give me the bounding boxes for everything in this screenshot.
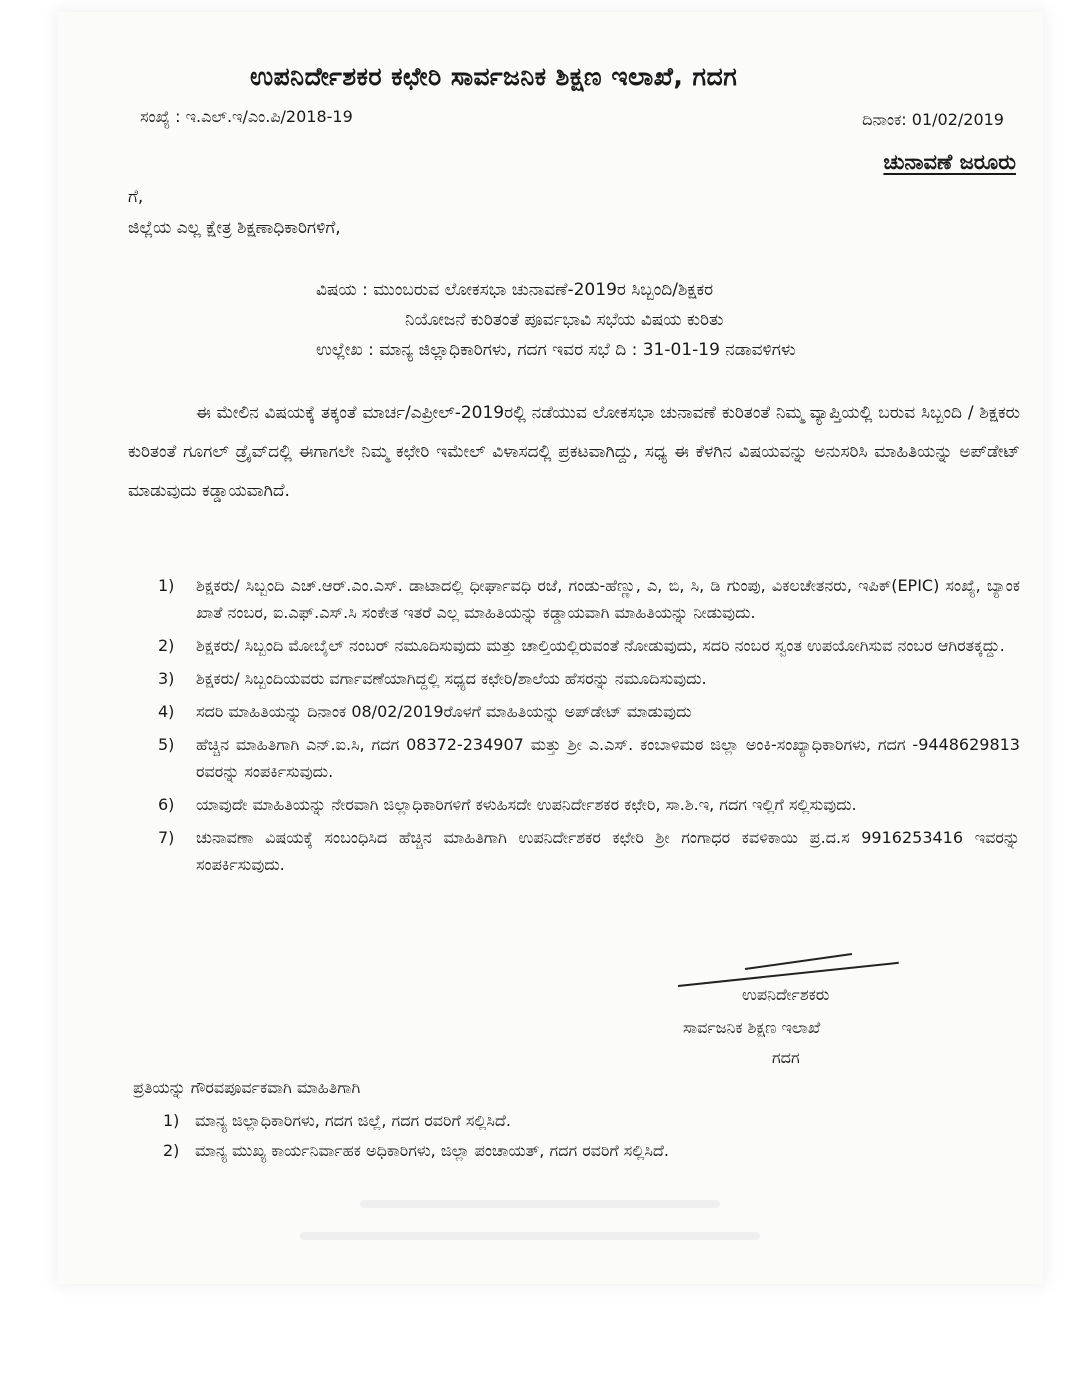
subject-line-1: ವಿಷಯ : ಮುಂಬರುವ ಲೋಕಸಭಾ ಚುನಾವಣೆ-2019ರ ಸಿಬ್ಬಂದಿ/ಶಿಕ್ಷಕರ [316,280,714,300]
list-item [158,824,1020,878]
item-text: ಚುನಾವಣಾ ವಿಷಯಕ್ಕೆ ಸಂಬಂಧಿಸಿದ ಹೆಚ್ಚಿನ ಮಾಹಿತಿಗಾಗಿ ಉಪನಿರ್ದೇಶಕರ ಕಛೇರಿ ಶ್ರೀ ಗಂಗಾಧರ ಕವಳಿಕಾಯಿ ಪ್ರ.ದ.ಸ 9916253416 ಇವರನ್ನು ಸಂಪರ್ಕಿಸುವುದು. [196,828,1020,874]
item-text: ಮಾನ್ಯ ಮುಖ್ಯ ಕಾರ್ಯನಿರ್ವಾಹಕ ಅಧಿಕಾರಿಗಳು, ಜಿಲ್ಲಾ ಪಂಚಾಯತ್, ಗದಗ ರವರಿಗೆ ಸಲ್ಲಿಸಿದೆ. [195,1141,669,1160]
item-text: ಶಿಕ್ಷಕರು/ ಸಿಬ್ಬಂದಿ ಮೋಬೈಲ್ ನಂಬರ್ ನಮೂದಿಸುವುದು ಮತ್ತು ಚಾಲ್ತಿಯಲ್ಲಿರುವಂತೆ ನೋಡುವುದು, ಸದರಿ ನಂಬರ ಸ್ವಂತ ಉಪಯೋಗಿಸುವ ನಂಬರ ಆಗಿರತಕ್ಕದ್ದು. [196,636,1005,655]
list-item [158,572,1020,626]
signatory-place: ಗದಗ [772,1048,800,1067]
faded-show-through [360,1200,720,1208]
letter-date: ದಿನಾಂಕ: 01/02/2019 [862,110,1004,129]
copy-to-list [163,1106,669,1166]
list-item [158,632,1020,659]
item-text: ಯಾವುದೇ ಮಾಹಿತಿಯನ್ನು ನೇರವಾಗಿ ಜಿಲ್ಲಾಧಿಕಾರಿಗಳಿಗೆ ಕಳುಹಿಸದೇ ಉಪನಿರ್ದೇಶಕರ ಕಛೇರಿ, ಸಾ.ಶಿ.ಇ, ಗದಗ ಇಲ್ಲಿಗೆ ಸಲ್ಲಿಸುವುದು. [196,795,857,814]
item-number: 2) [163,1141,180,1160]
item-text: ಶಿಕ್ಷಕರು/ ಸಿಬ್ಬಂದಿಯವರು ವರ್ಗಾವಣೆಯಾಗಿದ್ದಲ್ಲಿ ಸಧ್ಯದ ಕಛೇರಿ/ಶಾಲೆಯ ಹೆಸರನ್ನು ನಮೂದಿಸುವುದು. [196,669,707,688]
list-item [158,731,1020,785]
list-item [158,791,1020,818]
reference-number: ಸಂಖ್ಯೆ : ಇ.ಎಲ್.ಇ/ಎಂ.ಪಿ/2018-19 [140,107,353,126]
urgent-label: ಚುನಾವಣೆ ಜರೂರು [883,150,1016,174]
item-text: ಶಿಕ್ಷಕರು/ ಸಿಬ್ಬಂದಿ ಎಚ್.ಆರ್.ಎಂ.ಎಸ್. ಡಾಟಾದಲ್ಲಿ ಧೀರ್ಘಾವಧಿ ರಜೆ, ಗಂಡು-ಹೆಣ್ಣು, ಎ, ಬಿ, ಸಿ, ಡಿ ಗುಂಪು, ವಿಕಲಚೇತನರು, ಇಪಿಕ್(EPIC) ಸಂಖ್ಯೆ, ಬ್ಯಾಂಕ ಖಾತೆ ನಂಬರ, ಐ.ಎಫ್.ಎಸ್.ಸಿ ಸಂಕೇತ ಇತರೆ ಎಲ್ಲ ಮಾಹಿತಿಯನ್ನು ಕಡ್ಡಾಯವಾಗಿ ಮಾಹಿತಿಯನ್ನು ನೀಡುವುದು. [196,576,1020,622]
instruction-list [158,572,1020,884]
list-item [158,665,1020,692]
item-text: ಹೆಚ್ಚಿನ ಮಾಹಿತಿಗಾಗಿ ಎನ್.ಐ.ಸಿ, ಗದಗ 08372-234907 ಮತ್ತು ಶ್ರೀ ಎ.ಎಸ್. ಕಂಬಾಳಿಮಠ ಜಿಲ್ಲಾ ಅಂಕಿ-ಸಂಖ್ಯಾಧಿಕಾರಿಗಳು, ಗದಗ -9448629813 ರವರನ್ನು ಸಂಪರ್ಕಿಸುವುದು. [196,735,1020,781]
item-number: 1) [163,1111,180,1130]
list-item [158,698,1020,725]
list-item [163,1106,669,1136]
addressee-recipient: ಜಿಲ್ಲೆಯ ಎಲ್ಲ ಕ್ಷೇತ್ರ ಶಿಕ್ಷಣಾಧಿಕಾರಿಗಳಿಗೆ, [128,218,341,238]
signatory-designation: ಉಪನಿರ್ದೇಶಕರು [742,985,830,1004]
body-paragraph: ಈ ಮೇಲಿನ ವಿಷಯಕ್ಕೆ ತಕ್ಕಂತೆ ಮಾರ್ಚ/ಎಪ್ರೀಲ್-2019ರಲ್ಲಿ ನಡೆಯುವ ಲೋಕಸಭಾ ಚುನಾವಣೆ ಕುರಿತಂತೆ ನಿಮ್ಮ ವ್ಯಾಪ್ತಿಯಲ್ಲಿ ಬರುವ ಸಿಬ್ಬಂದಿ / ಶಿಕ್ಷಕರು ಕುರಿತಂತೆ ಗೂಗಲ್ ಡ್ರೈವ್‌ದಲ್ಲಿ ಈಗಾಗಲೇ ನಿಮ್ಮ ಕಛೇರಿ ಇಮೇಲ್ ವಿಳಾಸದಲ್ಲಿ ಪ್ರಕಟವಾಗಿದ್ದು, ಸಧ್ಯ ಈ ಕೆಳಗಿನ ವಿಷಯವನ್ನು ಅನುಸರಿಸಿ ಮಾಹಿತಿಯನ್ನು ಅಪ್‌ಡೇಟ್ ಮಾಡುವುದು ಕಡ್ಡಾಯವಾಗಿದೆ. [128,403,1020,501]
office-title: ಉಪನಿರ್ದೇಶಕರ ಕಛೇರಿ ಸಾರ್ವಜನಿಕ ಶಿಕ್ಷಣ ಇಲಾಖೆ, ಗದಗ [250,62,738,91]
list-item [163,1136,669,1166]
item-number: 5) [158,735,175,754]
subject-line-2: ನಿಯೋಜನೆ ಕುರಿತಂತೆ ಪೂರ್ವಭಾವಿ ಸಭೆಯ ವಿಷಯ ಕುರಿತು [405,310,724,330]
item-number: 2) [158,636,175,655]
signatory-department: ಸಾರ್ವಜನಿಕ ಶಿಕ್ಷಣ ಇಲಾಖೆ [683,1018,821,1037]
copy-to-heading: ಪ್ರತಿಯನ್ನು ಗೌರವಪೂರ್ವಕವಾಗಿ ಮಾಹಿತಿಗಾಗಿ [133,1078,361,1097]
item-number: 3) [158,669,175,688]
item-number: 6) [158,795,175,814]
faded-show-through [300,1232,760,1240]
item-text: ಸದರಿ ಮಾಹಿತಿಯನ್ನು ದಿನಾಂಕ 08/02/2019ರೊಳಗೆ ಮಾಹಿತಿಯನ್ನು ಅಪ್‌ಡೇಟ್ ಮಾಡುವುದು [196,702,692,721]
item-number: 1) [158,576,175,595]
item-number: 7) [158,828,175,847]
addressee-to: ಗೆ, [128,187,144,207]
item-number: 4) [158,702,175,721]
subject-reference: ಉಲ್ಲೇಖ : ಮಾನ್ಯ ಜಿಲ್ಲಾಧಿಕಾರಿಗಳು, ಗದಗ ಇವರ ಸಭೆ ದಿ : 31-01-19 ನಡಾವಳಿಗಳು [316,340,796,360]
item-text: ಮಾನ್ಯ ಜಿಲ್ಲಾಧಿಕಾರಿಗಳು, ಗದಗ ಜಿಲ್ಲೆ, ಗದಗ ರವರಿಗೆ ಸಲ್ಲಿಸಿದೆ. [195,1111,511,1130]
